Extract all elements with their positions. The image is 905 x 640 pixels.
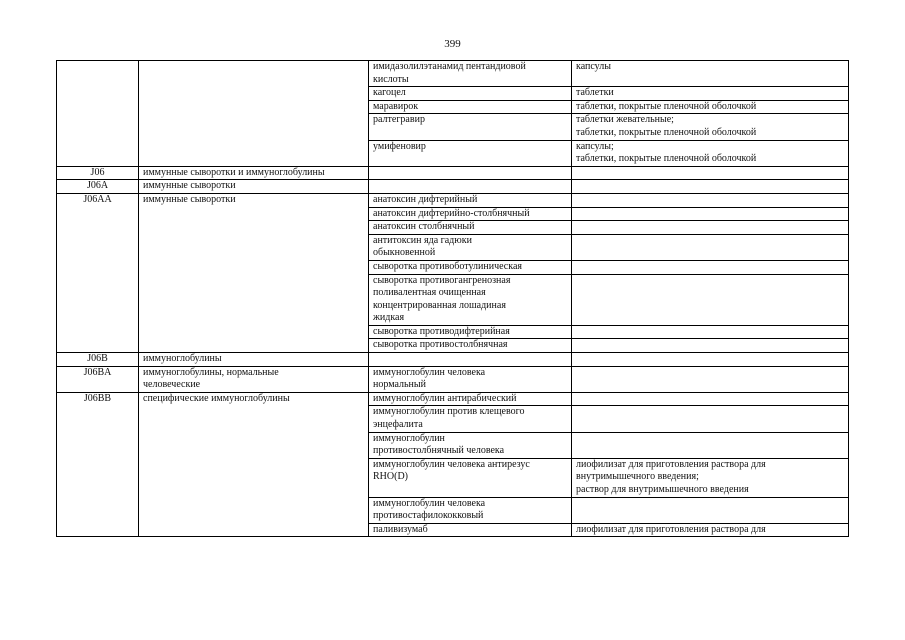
dosage-form-cell: [572, 406, 849, 432]
drug-name-cell: анатоксин дифтерийный: [369, 193, 572, 207]
dosage-form-cell: [572, 325, 849, 339]
drug-name-cell: иммуноглобулин антирабический: [369, 392, 572, 406]
dosage-form-cell: [572, 432, 849, 458]
drug-name-cell: умифеновир: [369, 140, 572, 166]
atc-group-cell: иммунные сыворотки и иммуноглобулины: [139, 166, 369, 180]
atc-code-cell: J06BA: [57, 366, 139, 392]
dosage-form-cell: [572, 353, 849, 367]
drug-table: [56, 60, 849, 537]
dosage-form-cell: [572, 193, 849, 207]
dosage-form-cell: [572, 234, 849, 260]
drug-name-cell: маравирок: [369, 100, 572, 114]
table-body: [57, 61, 849, 537]
table-row: [57, 180, 849, 194]
table-row: [57, 61, 849, 87]
atc-code-cell: J06A: [57, 180, 139, 194]
dosage-form-cell: [572, 260, 849, 274]
drug-name-cell: сыворотка противостолбнячная: [369, 339, 572, 353]
atc-group-cell: иммуноглобулины, нормальные человеческие: [139, 366, 369, 392]
dosage-form-cell: [572, 207, 849, 221]
dosage-form-cell: капсулы: [572, 61, 849, 87]
atc-group-cell: [139, 61, 369, 167]
drug-name-cell: антитоксин яда гадюки обыкновенной: [369, 234, 572, 260]
drug-name-cell: иммуноглобулин против клещевого энцефалита: [369, 406, 572, 432]
table-row: [57, 353, 849, 367]
atc-code-cell: J06AA: [57, 193, 139, 352]
drug-name-cell: иммуноглобулин человека антирезус RHO(D): [369, 458, 572, 497]
drug-name-cell: ралтегравир: [369, 114, 572, 140]
drug-name-cell: паливизумаб: [369, 523, 572, 537]
table-row: [57, 392, 849, 406]
dosage-form-cell: капсулы; таблетки, покрытые пленочной оболочкой: [572, 140, 849, 166]
dosage-form-cell: [572, 180, 849, 194]
drug-name-cell: анатоксин дифтерийно-столбнячный: [369, 207, 572, 221]
drug-name-cell: сыворотка противоботулиническая: [369, 260, 572, 274]
atc-code-cell: J06B: [57, 353, 139, 367]
dosage-form-cell: [572, 274, 849, 325]
table-row: [57, 166, 849, 180]
dosage-form-cell: [572, 221, 849, 235]
drug-name-cell: иммуноглобулин противостолбнячный человека: [369, 432, 572, 458]
dosage-form-cell: лиофилизат для приготовления раствора для внутримышечного введения; раствор для внутримышечного введения: [572, 458, 849, 497]
drug-name-cell: [369, 353, 572, 367]
atc-group-cell: иммунные сыворотки: [139, 193, 369, 352]
drug-name-cell: имидазолилэтанамид пентандиовой кислоты: [369, 61, 572, 87]
drug-name-cell: кагоцел: [369, 87, 572, 101]
dosage-form-cell: [572, 497, 849, 523]
atc-code-cell: J06BB: [57, 392, 139, 537]
atc-code-cell: [57, 61, 139, 167]
drug-name-cell: [369, 180, 572, 194]
dosage-form-cell: таблетки: [572, 87, 849, 101]
atc-group-cell: иммунные сыворотки: [139, 180, 369, 194]
drug-name-cell: сыворотка противогангренозная поливалентная очищенная концентрированная лошадиная жидкая: [369, 274, 572, 325]
atc-group-cell: специфические иммуноглобулины: [139, 392, 369, 537]
dosage-form-cell: лиофилизат для приготовления раствора для: [572, 523, 849, 537]
atc-group-cell: иммуноглобулины: [139, 353, 369, 367]
drug-name-cell: [369, 166, 572, 180]
drug-name-cell: сыворотка противодифтерийная: [369, 325, 572, 339]
dosage-form-cell: [572, 166, 849, 180]
dosage-form-cell: [572, 392, 849, 406]
page-number: 399: [444, 38, 461, 50]
drug-name-cell: иммуноглобулин человека нормальный: [369, 366, 572, 392]
drug-name-cell: иммуноглобулин человека противостафилококковый: [369, 497, 572, 523]
table-row: [57, 193, 849, 207]
table-row: [57, 366, 849, 392]
drug-name-cell: анатоксин столбнячный: [369, 221, 572, 235]
dosage-form-cell: [572, 339, 849, 353]
atc-code-cell: J06: [57, 166, 139, 180]
dosage-form-cell: таблетки жевательные; таблетки, покрытые пленочной оболочкой: [572, 114, 849, 140]
dosage-form-cell: таблетки, покрытые пленочной оболочкой: [572, 100, 849, 114]
dosage-form-cell: [572, 366, 849, 392]
